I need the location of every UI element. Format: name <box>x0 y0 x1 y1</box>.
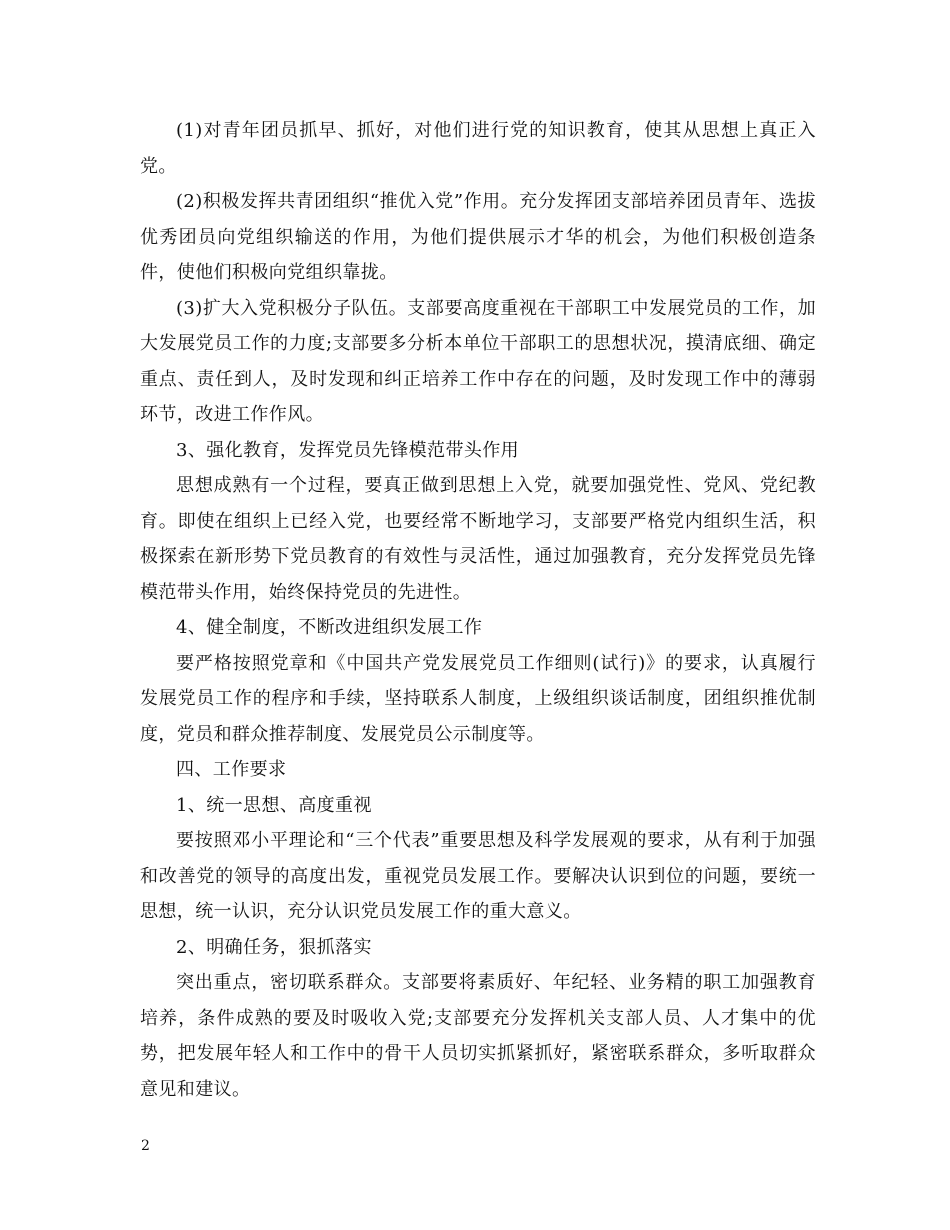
paragraph-education: 思想成熟有一个过程，要真正做到思想上入党，就要加强党性、党风、党纪教育。即使在组织上已经入党，也要经常不断地学习，支部要严格党内组织生活，积极探索在新形势下党员教育的有效性与灵活性，通过加强教育，充分发挥党员先锋模范带头作用，始终保持党员的先进性。 <box>140 475 816 603</box>
paragraph-tasks: 突出重点，密切联系群众。支部要将素质好、年纪轻、业务精的职工加强教育培养，条件成熟的要及时吸收入党;支部要充分发挥机关支部人员、人才集中的优势，把发展年轻人和工作中的骨干人员切实抓紧抓好，紧密联系群众，多听取群众意见和建议。 <box>140 972 816 1100</box>
page-number: 2 <box>141 1138 150 1154</box>
paragraph-activist-team: (3)扩大入党积极分子队伍。支部要高度重视在干部职工中发展党员的工作，加大发展党员工作的力度;支部要多分析本单位干部职工的思想状况，摸清底细、确定重点、责任到人，及时发现和纠正培养工作中存在的问题，及时发现工作中的薄弱环节，改进工作作风。 <box>140 297 816 425</box>
paragraph-youth-education: (1)对青年团员抓早、抓好，对他们进行党的知识教育，使其从思想上真正入党。 <box>140 120 816 177</box>
section-heading-system: 4、健全制度，不断改进组织发展工作 <box>176 617 483 638</box>
subsection-heading-unify: 1、统一思想、高度重视 <box>176 794 372 816</box>
document-body <box>140 113 816 1107</box>
section-heading-education: 3、强化教育，发挥党员先锋模范带头作用 <box>176 439 520 461</box>
section-heading-requirements: 四、工作要求 <box>176 759 287 780</box>
subsection-heading-tasks: 2、明确任务，狠抓落实 <box>176 936 372 958</box>
paragraph-league-recommendation: (2)积极发挥共青团组织“推优入党”作用。充分发挥团支部培养团员青年、选拔优秀团员向党组织输送的作用，为他们提供展示才华的机会，为他们积极创造条件，使他们积极向党组织靠拢。 <box>140 191 816 283</box>
paragraph-unify: 要按照邓小平理论和“三个代表”重要思想及科学发展观的要求，从有利于加强和改善党的领导的高度出发，重视党员发展工作。要解决认识到位的问题，要统一思想，统一认识，充分认识党员发展工作的重大意义。 <box>140 830 816 922</box>
paragraph-system: 要严格按照党章和《中国共产党发展党员工作细则(试行)》的要求，认真履行发展党员工作的程序和手续，坚持联系人制度，上级组织谈话制度，团组织推优制度，党员和群众推荐制度、发展党员公示制度等。 <box>140 652 816 745</box>
